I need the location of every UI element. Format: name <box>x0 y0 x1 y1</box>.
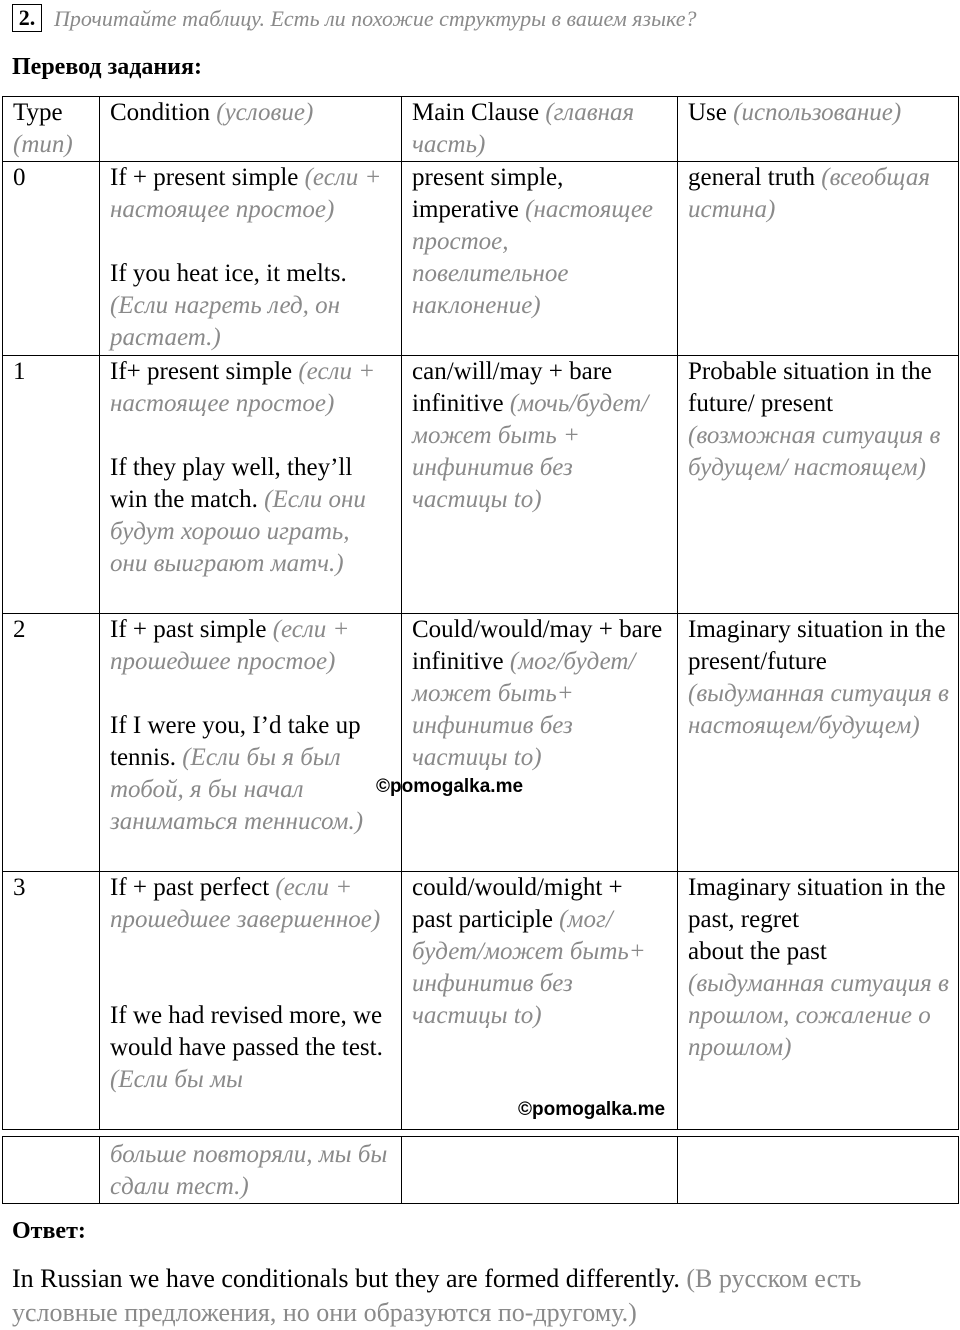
table-row <box>3 614 959 872</box>
watermark-text: ©pomogalka.me <box>518 1099 666 1120</box>
condition-example-translation: (Если они будут хорошо играть, они выиграют матч.) <box>110 486 366 577</box>
use-translation: (возможная ситуация в будущем/ настоящем) <box>688 422 941 481</box>
use-text-line: past, regret <box>688 906 800 933</box>
condition-formula: If+ present simple <box>110 358 293 385</box>
use-text-line: Imaginary situation in the <box>688 874 946 901</box>
row-type: 3 <box>3 872 100 1130</box>
use-translation: (выдуманная ситуация в прошлом, сожаление о прошлом) <box>688 970 949 1061</box>
header-type <box>3 97 100 162</box>
table-row <box>3 1137 959 1204</box>
translation-heading: Перевод задания: <box>12 54 202 80</box>
header-main-clause <box>402 97 678 162</box>
conditionals-table-continuation <box>2 1136 959 1204</box>
row-main-clause <box>402 614 678 872</box>
condition-example: If you heat ice, it melts. <box>110 260 347 287</box>
header-main-clause-translation: (главная часть) <box>412 99 635 158</box>
header-use-translation: (использование) <box>733 99 902 126</box>
use-text-line: Imaginary situation in the <box>688 616 946 643</box>
table-header-row <box>3 97 959 162</box>
row-use <box>678 162 959 356</box>
condition-example-translation: (Если нагреть лед, он растает.) <box>110 292 340 351</box>
main-clause-formula: can/will/may + bare infinitive <box>412 358 613 417</box>
condition-example: If we had revised more, we would have passed the test. <box>110 1002 383 1061</box>
use-text-line: about the past <box>688 938 827 965</box>
answer-heading: Ответ: <box>12 1218 86 1244</box>
conditionals-table <box>2 96 959 1130</box>
condition-example-translation: (Если бы мы <box>110 1066 243 1093</box>
main-clause-formula: present simple, imperative <box>412 164 564 223</box>
row-type: 1 <box>3 356 100 614</box>
row-use <box>678 872 959 1130</box>
use-text-line: present/future <box>688 648 827 675</box>
condition-formula-translation: (если + прошедшее простое) <box>110 616 350 675</box>
row-condition <box>100 614 402 872</box>
row-use <box>678 356 959 614</box>
answer-english: In Russian we have conditionals but they are formed differently. <box>12 1264 680 1293</box>
row-main-clause <box>402 872 678 1130</box>
main-clause-translation: (мог/будет/может быть+ инфинитив без частицы to) <box>412 906 646 1029</box>
condition-example: If they play well, they’ll win the match. <box>110 454 353 513</box>
row-condition <box>100 356 402 614</box>
main-clause-translation: (настоящее простое, повелительное наклонение) <box>412 196 654 319</box>
watermark-text: ©pomogalka.me <box>376 776 524 797</box>
condition-example-translation: (Если бы я был тобой, я бы начал заниматься теннисом.) <box>110 744 364 835</box>
row-use <box>678 1137 959 1204</box>
answer-text <box>12 1262 952 1330</box>
row-main-clause <box>402 1137 678 1204</box>
use-text: Probable situation in the future/ present <box>688 358 932 417</box>
condition-formula-translation: (если + настоящее простое) <box>110 358 376 417</box>
row-main-clause <box>402 162 678 356</box>
use-translation: (выдуманная ситуация в настоящем/будущем) <box>688 680 949 739</box>
main-clause-formula: Could/would/may + bare infinitive <box>412 616 663 675</box>
row-type: 2 <box>3 614 100 872</box>
row-type <box>3 1137 100 1204</box>
answer-translation: (В русском есть условные предложения, но они образуются по-другому.) <box>12 1264 862 1327</box>
row-condition <box>100 162 402 356</box>
header-use <box>678 97 959 162</box>
header-use-label: Use <box>688 99 727 126</box>
use-translation: (всеобщая истина) <box>688 164 931 223</box>
row-main-clause <box>402 356 678 614</box>
main-clause-translation: (мочь/будет/может быть + инфинитив без частицы to) <box>412 390 649 513</box>
condition-example-translation: больше повторяли, мы бы сдали тест.) <box>110 1141 388 1200</box>
row-condition <box>100 1137 402 1204</box>
condition-formula-translation: (если + настоящее простое) <box>110 164 382 223</box>
row-condition <box>100 872 402 1130</box>
condition-formula: If + past perfect <box>110 874 270 901</box>
main-clause-translation: (мог/будет/может быть+ инфинитив без частицы to) <box>412 648 636 771</box>
table-row <box>3 162 959 356</box>
main-clause-formula: could/would/might + past participle <box>412 874 623 933</box>
table-row <box>3 872 959 1130</box>
table-row <box>3 356 959 614</box>
condition-formula: If + present simple <box>110 164 299 191</box>
condition-formula: If + past simple <box>110 616 267 643</box>
header-main-clause-label: Main Clause <box>412 99 540 126</box>
header-condition <box>100 97 402 162</box>
use-text: general truth <box>688 164 816 191</box>
condition-formula-translation: (если + прошедшее завершенное) <box>110 874 381 933</box>
row-type: 0 <box>3 162 100 356</box>
header-type-translation: (тип) <box>13 131 73 158</box>
header-condition-label: Condition <box>110 99 211 126</box>
row-use <box>678 614 959 872</box>
condition-example: If I were you, I’d take up tennis. <box>110 712 361 771</box>
task-instruction: Прочитайте таблицу. Есть ли похожие структуры в вашем языке? <box>54 6 697 31</box>
header-condition-translation: (условие) <box>216 99 314 126</box>
task-number: 2. <box>12 4 42 32</box>
header-type-label: Type <box>13 99 63 126</box>
